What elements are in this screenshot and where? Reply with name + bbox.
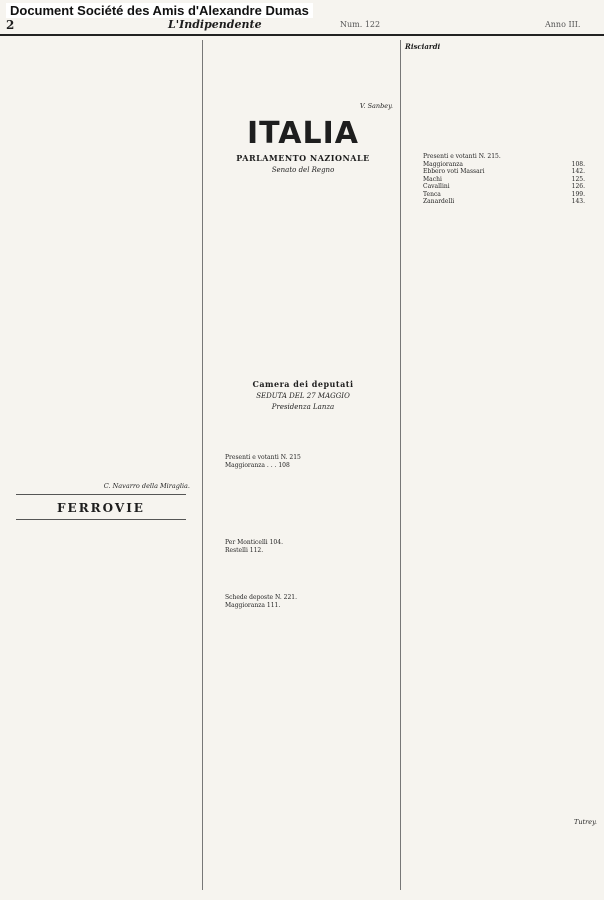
ballot-row — [405, 183, 603, 191]
vote-row: Restelli 112. — [225, 546, 264, 554]
watermark-label: Document Société des Amis d'Alexandre Dumas — [6, 3, 313, 18]
ballot-value: 125. — [571, 175, 585, 183]
divider — [16, 494, 186, 495]
ballot-row — [405, 176, 603, 184]
ballot-name: Tenca — [423, 190, 441, 198]
newspaper-title: L'Indipendente — [168, 18, 262, 31]
column-middle — [202, 40, 399, 890]
article-text — [207, 609, 399, 879]
page-number: 2 — [6, 18, 15, 32]
ballot-value: 142. — [571, 168, 585, 175]
article-signature: V. Sanbey. — [359, 102, 393, 110]
column-right — [400, 40, 603, 890]
vote-row: Maggioranza 111. — [225, 601, 281, 609]
ballot-value: 108. — [571, 160, 585, 168]
article-text — [6, 524, 196, 884]
issue-number: Num. 122 — [340, 20, 381, 29]
ballot-name: Cavallini — [423, 183, 450, 190]
ballot-row — [405, 161, 603, 169]
section-heading-ferrovie: FERROVIE — [57, 501, 145, 515]
section-heading-italia: ITALIA — [246, 116, 359, 151]
column-left — [6, 40, 196, 890]
masthead — [0, 18, 604, 36]
senato-heading: Senato del Regno — [271, 166, 335, 174]
ballot-value: 126. — [571, 183, 585, 190]
ballot-title: Presenti e votanti N. 215. — [423, 153, 501, 160]
article-text — [405, 53, 603, 153]
ballot-name: Zanardelli — [423, 198, 455, 205]
ballot-name: Ebbero voti Massari — [423, 168, 485, 175]
author-name: Risciardi — [405, 42, 441, 51]
article-text — [207, 469, 399, 539]
ballot-value: 199. — [571, 190, 585, 198]
ballot-name: Machi — [423, 175, 442, 183]
seduta-date: SEDUTA DEL 27 MAGGIO — [256, 392, 350, 400]
ballot-row — [405, 191, 603, 199]
vote-row: Per Monticelli 104. — [225, 539, 283, 546]
ballot-list — [405, 161, 603, 206]
article-text — [207, 414, 399, 454]
article-signature: Tutrey. — [574, 817, 597, 826]
article-text — [6, 40, 196, 480]
ballot-value: 143. — [571, 198, 585, 205]
article-text — [405, 206, 603, 816]
article-signature: C. Navarro della Miraglia. — [103, 482, 190, 490]
article-text — [207, 554, 399, 594]
presidenza: Presidenza Lanza — [271, 403, 335, 411]
article-text — [207, 177, 399, 377]
ballot-row — [405, 198, 603, 206]
year-info: Anno III. — [545, 20, 581, 29]
ballot-name: Maggioranza — [423, 160, 463, 168]
divider — [16, 519, 186, 520]
ballot-row — [405, 168, 603, 176]
parlamento-heading: PARLAMENTO NAZIONALE — [236, 153, 370, 163]
camera-heading: Camera dei deputati — [252, 379, 354, 389]
vote-row: Maggioranza . . . 108 — [225, 461, 290, 469]
vote-row: Schede deposte N. 221. — [225, 594, 298, 601]
vote-row: Presenti e votanti N. 215 — [225, 454, 301, 461]
article-text — [207, 40, 399, 100]
